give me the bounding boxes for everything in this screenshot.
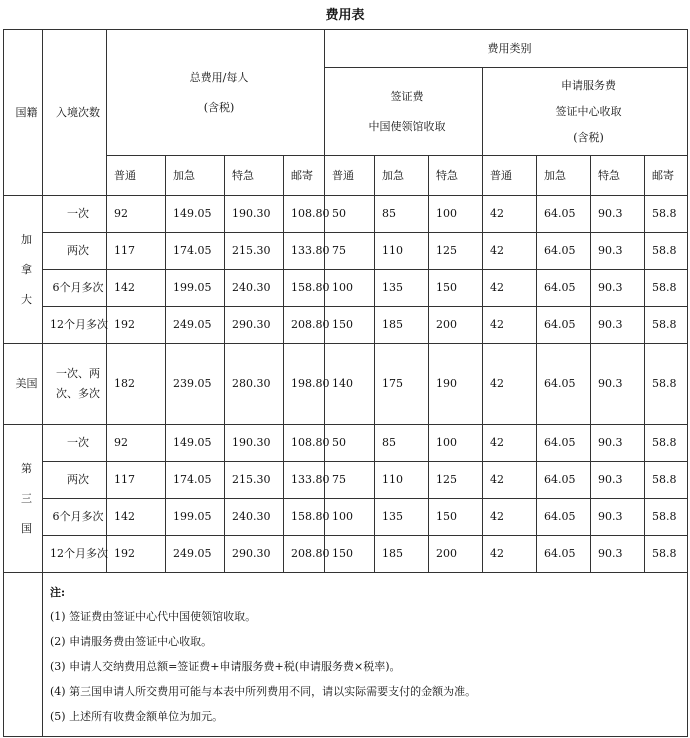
entry-type: 6个月多次 (43, 499, 107, 536)
cell-visa-normal: 100 (325, 270, 375, 307)
cell-service-express: 90.3 (591, 233, 645, 270)
country-third (4, 425, 43, 573)
table-row (4, 425, 688, 462)
notes-heading: 注: (50, 585, 66, 599)
entry-type: 12个月多次 (43, 307, 107, 344)
cell-service-urgent: 64.05 (537, 270, 591, 307)
cell-visa-normal: 100 (325, 499, 375, 536)
cell-total-express: 215.30 (225, 233, 284, 270)
table-row (4, 344, 688, 425)
cell-visa-urgent: 135 (375, 499, 429, 536)
cell-visa-urgent: 185 (375, 536, 429, 573)
country-canada (4, 196, 43, 344)
cell-service-urgent: 64.05 (537, 196, 591, 233)
cell-visa-normal: 150 (325, 307, 375, 344)
table-row (4, 536, 688, 573)
header-total-line1: 总费用/每人 (189, 70, 249, 84)
cell-visa-normal: 75 (325, 233, 375, 270)
sub-header-service-mail: 邮寄 (645, 156, 688, 196)
sub-header-service-express: 特急 (591, 156, 645, 196)
sub-header-total-express: 特急 (225, 156, 284, 196)
cell-service-express: 90.3 (591, 196, 645, 233)
sub-header-visa-normal: 普通 (325, 156, 375, 196)
header-visa-line2: 中国使领馆收取 (368, 119, 446, 133)
cell-visa-normal: 50 (325, 425, 375, 462)
cell-service-mail: 58.8 (645, 499, 688, 536)
cell-service-mail: 58.8 (645, 307, 688, 344)
table-row (4, 307, 688, 344)
country-canada-char: 加 (21, 232, 32, 246)
table-row (4, 196, 688, 233)
cell-total-express: 290.30 (225, 536, 284, 573)
header-service-line1: 申请服务费 (561, 78, 617, 92)
cell-total-urgent: 239.05 (166, 344, 225, 425)
cell-visa-express: 150 (429, 270, 483, 307)
cell-visa-express: 125 (429, 462, 483, 499)
cell-total-mail: 208.80 (284, 307, 325, 344)
country-usa: 美国 (4, 344, 43, 425)
page-title: 费用表 (325, 8, 365, 23)
cell-service-express: 90.3 (591, 270, 645, 307)
cell-service-mail: 58.8 (645, 270, 688, 307)
header-fee-category: 费用类别 (325, 30, 688, 68)
cell-service-express: 90.3 (591, 462, 645, 499)
header-total (107, 30, 325, 156)
cell-service-mail: 58.8 (645, 196, 688, 233)
sub-header-total-normal: 普通 (107, 156, 166, 196)
cell-service-urgent: 64.05 (537, 499, 591, 536)
cell-service-urgent: 64.05 (537, 233, 591, 270)
cell-total-mail: 208.80 (284, 536, 325, 573)
cell-service-urgent: 64.05 (537, 462, 591, 499)
cell-total-express: 215.30 (225, 462, 284, 499)
header-service-fee (483, 68, 688, 156)
cell-service-normal: 42 (483, 425, 537, 462)
country-third-char: 第 (21, 461, 32, 475)
entry-type-line1: 一次、两 (56, 367, 100, 380)
cell-service-mail: 58.8 (645, 536, 688, 573)
cell-service-urgent: 64.05 (537, 536, 591, 573)
header-total-line2: (含税) (203, 100, 235, 114)
cell-total-urgent: 249.05 (166, 536, 225, 573)
entry-type (43, 344, 107, 425)
cell-total-express: 280.30 (225, 344, 284, 425)
cell-visa-express: 200 (429, 536, 483, 573)
header-visa-line1: 签证费 (390, 89, 424, 103)
cell-service-normal: 42 (483, 307, 537, 344)
sub-header-visa-express: 特急 (429, 156, 483, 196)
cell-total-urgent: 249.05 (166, 307, 225, 344)
cell-total-urgent: 174.05 (166, 233, 225, 270)
country-canada-char: 拿 (21, 262, 32, 276)
cell-visa-normal: 75 (325, 462, 375, 499)
cell-total-express: 240.30 (225, 499, 284, 536)
note-item: (5) 上述所有收费金额单位为加元。 (50, 709, 224, 723)
cell-total-normal: 192 (107, 307, 166, 344)
cell-service-mail: 58.8 (645, 344, 688, 425)
cell-total-urgent: 199.05 (166, 270, 225, 307)
cell-service-mail: 58.8 (645, 425, 688, 462)
entry-type: 一次 (43, 196, 107, 233)
table-row (4, 462, 688, 499)
fee-table (3, 29, 688, 737)
cell-total-mail: 158.80 (284, 499, 325, 536)
header-service-line3: (含税) (573, 130, 604, 144)
cell-service-normal: 42 (483, 270, 537, 307)
cell-service-normal: 42 (483, 233, 537, 270)
notes-row (4, 573, 688, 737)
cell-total-urgent: 174.05 (166, 462, 225, 499)
notes (43, 573, 688, 737)
table-row (4, 270, 688, 307)
cell-total-normal: 142 (107, 270, 166, 307)
cell-service-urgent: 64.05 (537, 344, 591, 425)
sub-header-visa-urgent: 加急 (375, 156, 429, 196)
entry-type: 两次 (43, 462, 107, 499)
cell-visa-urgent: 110 (375, 233, 429, 270)
sub-header-total-urgent: 加急 (166, 156, 225, 196)
cell-visa-express: 190 (429, 344, 483, 425)
cell-visa-normal: 50 (325, 196, 375, 233)
entry-type-line2: 次、多次 (56, 387, 100, 400)
cell-service-normal: 42 (483, 536, 537, 573)
cell-visa-urgent: 135 (375, 270, 429, 307)
header-visa-fee (325, 68, 483, 156)
cell-service-express: 90.3 (591, 344, 645, 425)
cell-service-normal: 42 (483, 344, 537, 425)
entry-type: 一次 (43, 425, 107, 462)
cell-service-express: 90.3 (591, 307, 645, 344)
cell-total-express: 240.30 (225, 270, 284, 307)
table-row (4, 499, 688, 536)
cell-total-mail: 133.80 (284, 462, 325, 499)
cell-total-express: 290.30 (225, 307, 284, 344)
cell-visa-urgent: 185 (375, 307, 429, 344)
cell-service-express: 90.3 (591, 499, 645, 536)
note-item: (1) 签证费由签证中心代中国使领馆收取。 (50, 609, 257, 623)
cell-visa-express: 100 (429, 196, 483, 233)
cell-visa-express: 200 (429, 307, 483, 344)
cell-total-normal: 117 (107, 462, 166, 499)
cell-service-normal: 42 (483, 196, 537, 233)
cell-total-express: 190.30 (225, 425, 284, 462)
cell-total-normal: 182 (107, 344, 166, 425)
header-nationality: 国籍 (4, 30, 43, 196)
entry-type: 6个月多次 (43, 270, 107, 307)
cell-service-mail: 58.8 (645, 233, 688, 270)
note-item: (4) 第三国申请人所交费用可能与本表中所列费用不同，请以实际需要支付的金额为准。 (50, 684, 477, 698)
cell-total-normal: 192 (107, 536, 166, 573)
cell-service-normal: 42 (483, 462, 537, 499)
cell-visa-urgent: 175 (375, 344, 429, 425)
cell-total-mail: 108.80 (284, 425, 325, 462)
entry-type: 两次 (43, 233, 107, 270)
cell-total-mail: 108.80 (284, 196, 325, 233)
cell-total-normal: 92 (107, 196, 166, 233)
cell-visa-express: 150 (429, 499, 483, 536)
cell-total-mail: 198.80 (284, 344, 325, 425)
cell-service-mail: 58.8 (645, 462, 688, 499)
cell-service-express: 90.3 (591, 425, 645, 462)
cell-total-mail: 158.80 (284, 270, 325, 307)
cell-visa-urgent: 85 (375, 425, 429, 462)
country-third-char: 三 (21, 491, 32, 505)
cell-visa-normal: 140 (325, 344, 375, 425)
cell-visa-normal: 150 (325, 536, 375, 573)
cell-visa-urgent: 110 (375, 462, 429, 499)
cell-service-express: 90.3 (591, 536, 645, 573)
entry-type: 12个月多次 (43, 536, 107, 573)
country-third-char: 国 (21, 521, 32, 535)
country-canada-char: 大 (21, 292, 32, 306)
note-item: (2) 申请服务费由签证中心收取。 (50, 634, 213, 648)
cell-visa-express: 125 (429, 233, 483, 270)
notes-spacer (4, 573, 43, 737)
header-entries: 入境次数 (43, 30, 107, 196)
cell-service-urgent: 64.05 (537, 307, 591, 344)
cell-total-urgent: 199.05 (166, 499, 225, 536)
cell-service-urgent: 64.05 (537, 425, 591, 462)
sub-header-total-mail: 邮寄 (284, 156, 325, 196)
cell-service-normal: 42 (483, 499, 537, 536)
cell-total-normal: 117 (107, 233, 166, 270)
cell-visa-express: 100 (429, 425, 483, 462)
cell-total-urgent: 149.05 (166, 425, 225, 462)
cell-visa-urgent: 85 (375, 196, 429, 233)
cell-total-normal: 142 (107, 499, 166, 536)
cell-total-express: 190.30 (225, 196, 284, 233)
cell-total-normal: 92 (107, 425, 166, 462)
table-row (4, 233, 688, 270)
cell-total-mail: 133.80 (284, 233, 325, 270)
cell-total-urgent: 149.05 (166, 196, 225, 233)
sub-header-service-urgent: 加急 (537, 156, 591, 196)
note-item: (3) 申请人交纳费用总额=签证费+申请服务费+税(申请服务费×税率)。 (50, 659, 401, 673)
sub-header-service-normal: 普通 (483, 156, 537, 196)
header-service-line2: 签证中心收取 (555, 104, 622, 118)
